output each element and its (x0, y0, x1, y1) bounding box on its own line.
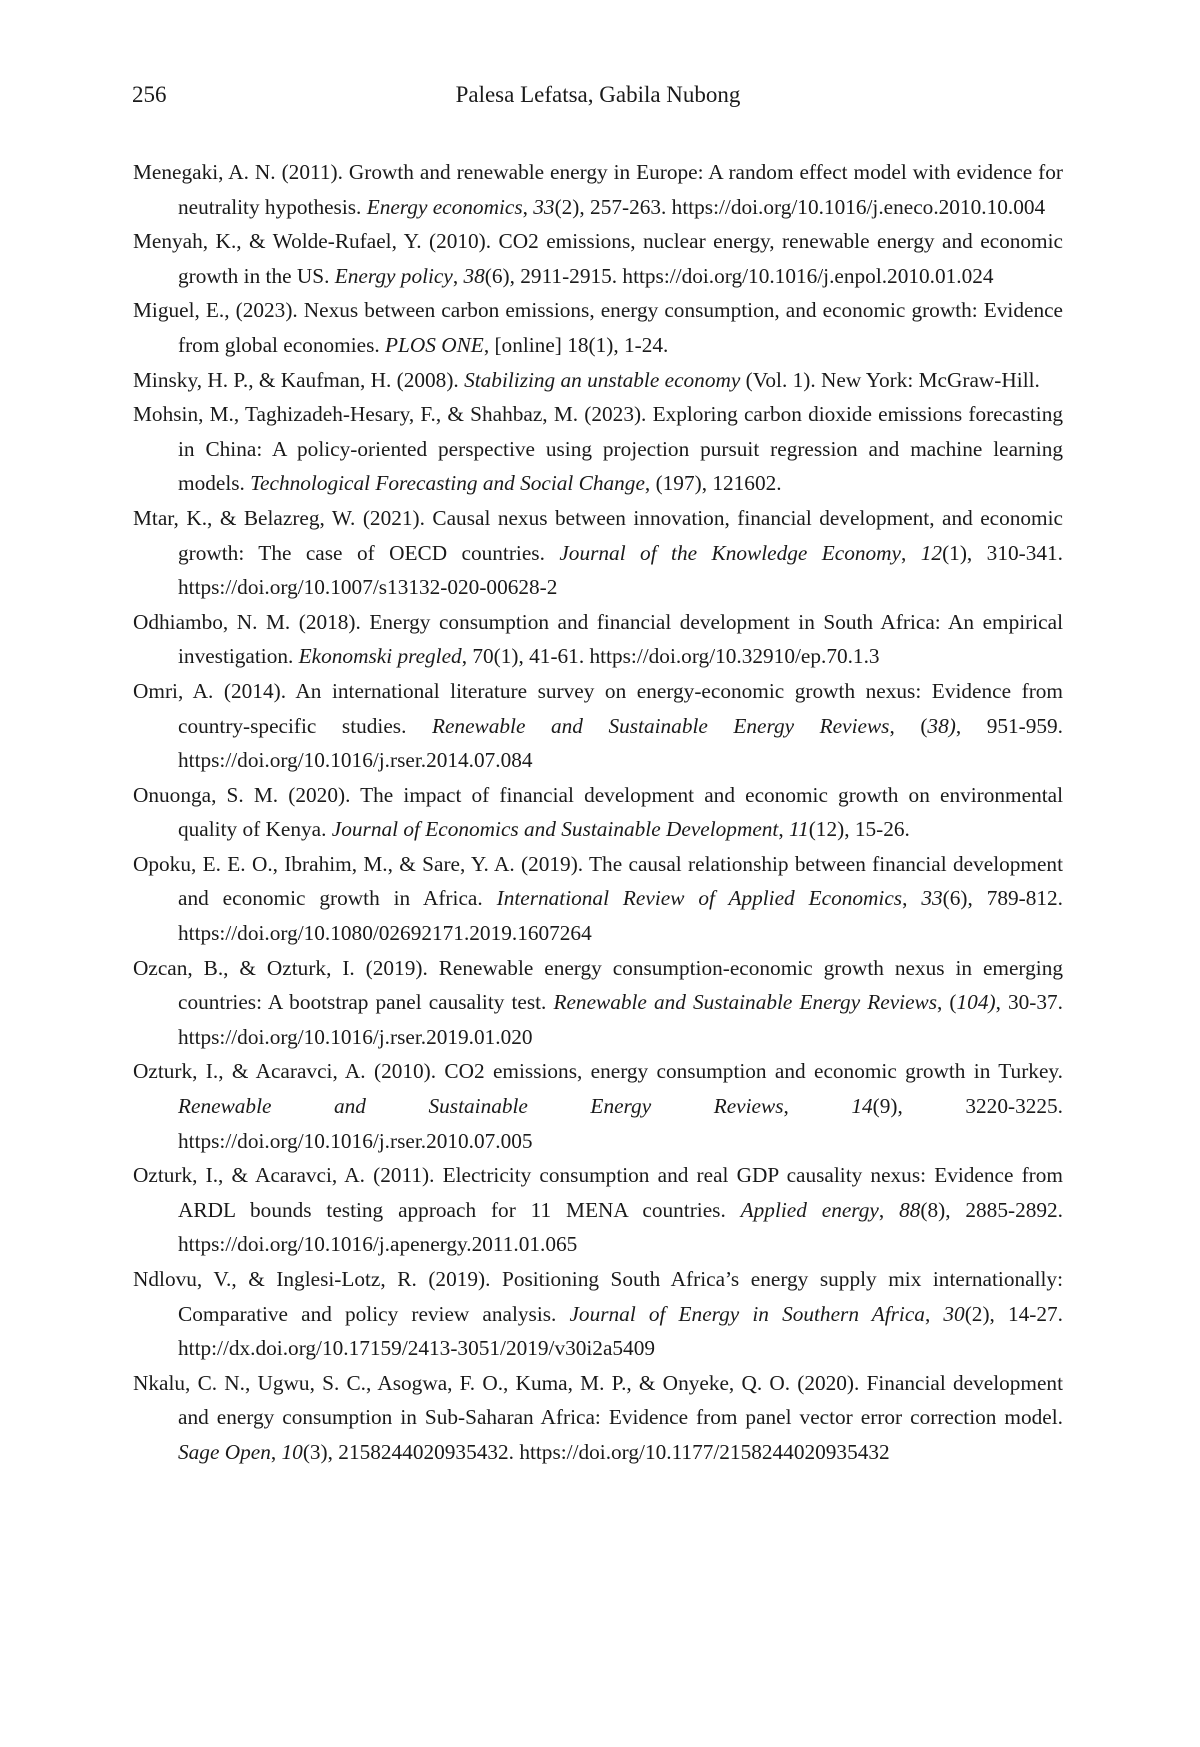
reference-journal: Energy policy (334, 263, 453, 288)
reference-details: (2), 14-27. http://dx.doi.org/10.17159/2413-3051/2019/v30i2a5409 (178, 1301, 1063, 1361)
reference-details: (1), 310-341. https://doi.org/10.1007/s13132-020-00628-2 (178, 540, 1063, 600)
reference-list (133, 155, 1063, 1470)
reference-volume: 30 (943, 1301, 965, 1326)
reference-volume: 33 (921, 886, 943, 911)
reference-entry (133, 224, 1063, 293)
reference-text: Mohsin, M., Taghizadeh-Hesary, F., & Shahbaz, M. (2023). Exploring carbon dioxide emissions forecasting in China: A policy-oriented perspective using projection pursuit regression and machine learning models. (133, 402, 1063, 496)
reference-text: Opoku, E. E. O., Ibrahim, M., & Sare, Y. A. (2019). The causal relationship between financial development and economic growth in Africa. (133, 851, 1063, 911)
reference-details: , 951-959. https://doi.org/10.1016/j.rser.2014.07.084 (178, 713, 1063, 773)
reference-volume: 38) (927, 713, 956, 738)
reference-details: (2), 257-263. https://doi.org/10.1016/j.eneco.2010.10.004 (554, 194, 1046, 219)
reference-entry (133, 1054, 1063, 1158)
reference-volume: 14 (851, 1094, 873, 1119)
reference-details: (12), 15-26. (808, 817, 910, 842)
reference-details: (8), 2885-2892. https://doi.org/10.1016/j.apenergy.2011.01.065 (178, 1197, 1063, 1257)
reference-text: Omri, A. (2014). An international literature survey on energy-economic growth nexus: Evidence from country-specific studies. (133, 678, 1063, 738)
running-head: Palesa Lefatsa, Gabila Nubong (455, 82, 741, 107)
reference-entry (133, 1366, 1063, 1470)
reference-entry (133, 1158, 1063, 1262)
reference-details: , [online] 18(1), 1-24. (483, 332, 669, 357)
reference-text: Menegaki, A. N. (2011). Growth and renewable energy in Europe: A random effect model with evidence for neutrality hypothesis. (133, 160, 1063, 219)
reference-text: Ndlovu, V., & Inglesi-Lotz, R. (2019). Positioning South Africa’s energy supply mix internationally: Comparative and policy review analysis. (133, 1267, 1063, 1326)
reference-text: Miguel, E., (2023). Nexus between carbon emissions, energy consumption, and economic growth: Evidence from global economies. (133, 298, 1063, 357)
reference-separator: , (270, 1439, 282, 1464)
reference-text: Ozturk, I., & Acaravci, A. (2010). CO2 emissions, energy consumption and economic growth in Turkey. (133, 1059, 1063, 1084)
reference-volume: 12 (920, 540, 943, 565)
reference-journal: Renewable and Sustainable Energy Reviews (553, 990, 938, 1015)
reference-details: (6), 789-812. https://doi.org/10.1080/02692171.2019.1607264 (178, 886, 1063, 946)
reference-volume: 11 (789, 817, 809, 842)
reference-entry (133, 1262, 1063, 1366)
reference-journal: Journal of Economics and Sustainable Development (331, 817, 779, 842)
reference-separator: , (522, 194, 534, 219)
reference-entry (133, 397, 1063, 501)
reference-text: Minsky, H. P., & Kaufman, H. (2008). (133, 367, 465, 392)
reference-separator: , (778, 817, 789, 842)
reference-separator: , ( (889, 713, 928, 738)
reference-journal: Ekonomski pregled (298, 644, 462, 669)
reference-entry (133, 605, 1063, 674)
reference-journal: Journal of the Knowledge Economy (559, 540, 902, 565)
reference-separator: , (901, 540, 921, 565)
reference-journal: Renewable and Sustainable Energy Reviews (431, 713, 890, 738)
reference-entry (133, 501, 1063, 605)
reference-volume: 33 (533, 194, 555, 219)
reference-book-title: Stabilizing an unstable economy (464, 367, 741, 392)
reference-volume: 88 (899, 1197, 921, 1222)
reference-details: , 70(1), 41-61. https://doi.org/10.32910/ep.70.1.3 (461, 644, 880, 669)
reference-text: Ozturk, I., & Acaravci, A. (2011). Electricity consumption and real GDP causality nexus: Evidence from ARDL bounds testing approach for 11 MENA countries. (133, 1163, 1063, 1222)
reference-journal: Applied energy (740, 1197, 879, 1222)
reference-volume: 38 (463, 263, 485, 288)
reference-details: (6), 2911-2915. https://doi.org/10.1016/j.enpol.2010.01.024 (484, 263, 994, 288)
reference-text: Onuonga, S. M. (2020). The impact of financial development and economic growth on environmental quality of Kenya. (133, 782, 1063, 842)
reference-journal: Sage Open (178, 1439, 271, 1464)
reference-details: , (197), 121602. (644, 471, 782, 496)
reference-volume: 10 (281, 1439, 303, 1464)
reference-separator: , (878, 1197, 900, 1222)
reference-separator: , (783, 1094, 852, 1119)
page-number: 256 (132, 82, 167, 107)
reference-journal: Energy economics (366, 194, 523, 219)
reference-separator: , ( (937, 990, 957, 1015)
reference-entry (133, 293, 1063, 362)
reference-journal: International Review of Applied Economics (496, 886, 903, 911)
reference-text: Ozcan, B., & Ozturk, I. (2019). Renewable energy consumption-economic growth nexus in emerging countries: A bootstrap panel causality test. (133, 955, 1063, 1015)
reference-text: Mtar, K., & Belazreg, W. (2021). Causal nexus between innovation, financial development, and economic growth: The case of OECD countries. (133, 505, 1063, 565)
reference-entry (133, 778, 1063, 847)
reference-text: Odhiambo, N. M. (2018). Energy consumption and financial development in South Africa: An empirical investigation. (133, 609, 1063, 669)
reference-text: Nkalu, C. N., Ugwu, S. C., Asogwa, F. O., Kuma, M. P., & Onyeke, Q. O. (2020). Financial development and energy consumption in Sub-Saharan Africa: Evidence from panel vector error correction model. (133, 1370, 1063, 1430)
reference-journal: PLOS ONE (385, 332, 484, 357)
reference-text: Menyah, K., & Wolde-Rufael, Y. (2010). CO2 emissions, nuclear energy, renewable energy and economic growth in the US. (133, 229, 1063, 288)
reference-journal: Journal of Energy in Southern Africa (569, 1301, 925, 1326)
reference-separator: , (924, 1301, 944, 1326)
reference-entry (133, 847, 1063, 951)
reference-entry (133, 155, 1063, 224)
reference-details: (9), 3220-3225. https://doi.org/10.1016/j.rser.2010.07.005 (178, 1094, 1063, 1153)
reference-details: (3), 2158244020935432. https://doi.org/10.1177/2158244020935432 (302, 1439, 890, 1464)
reference-separator: , (902, 886, 922, 911)
reference-separator: , (452, 263, 464, 288)
reference-details: , 30-37. https://doi.org/10.1016/j.rser.2019.01.020 (178, 990, 1063, 1049)
reference-entry (133, 951, 1063, 1055)
reference-journal: Technological Forecasting and Social Change (250, 471, 645, 496)
page-header (132, 82, 1064, 116)
reference-details: (Vol. 1). New York: McGraw-Hill. (740, 367, 1040, 392)
reference-volume: 104) (956, 990, 996, 1015)
reference-entry (133, 674, 1063, 778)
reference-entry (133, 363, 1063, 398)
reference-journal: Renewable and Sustainable Energy Reviews (178, 1094, 784, 1119)
